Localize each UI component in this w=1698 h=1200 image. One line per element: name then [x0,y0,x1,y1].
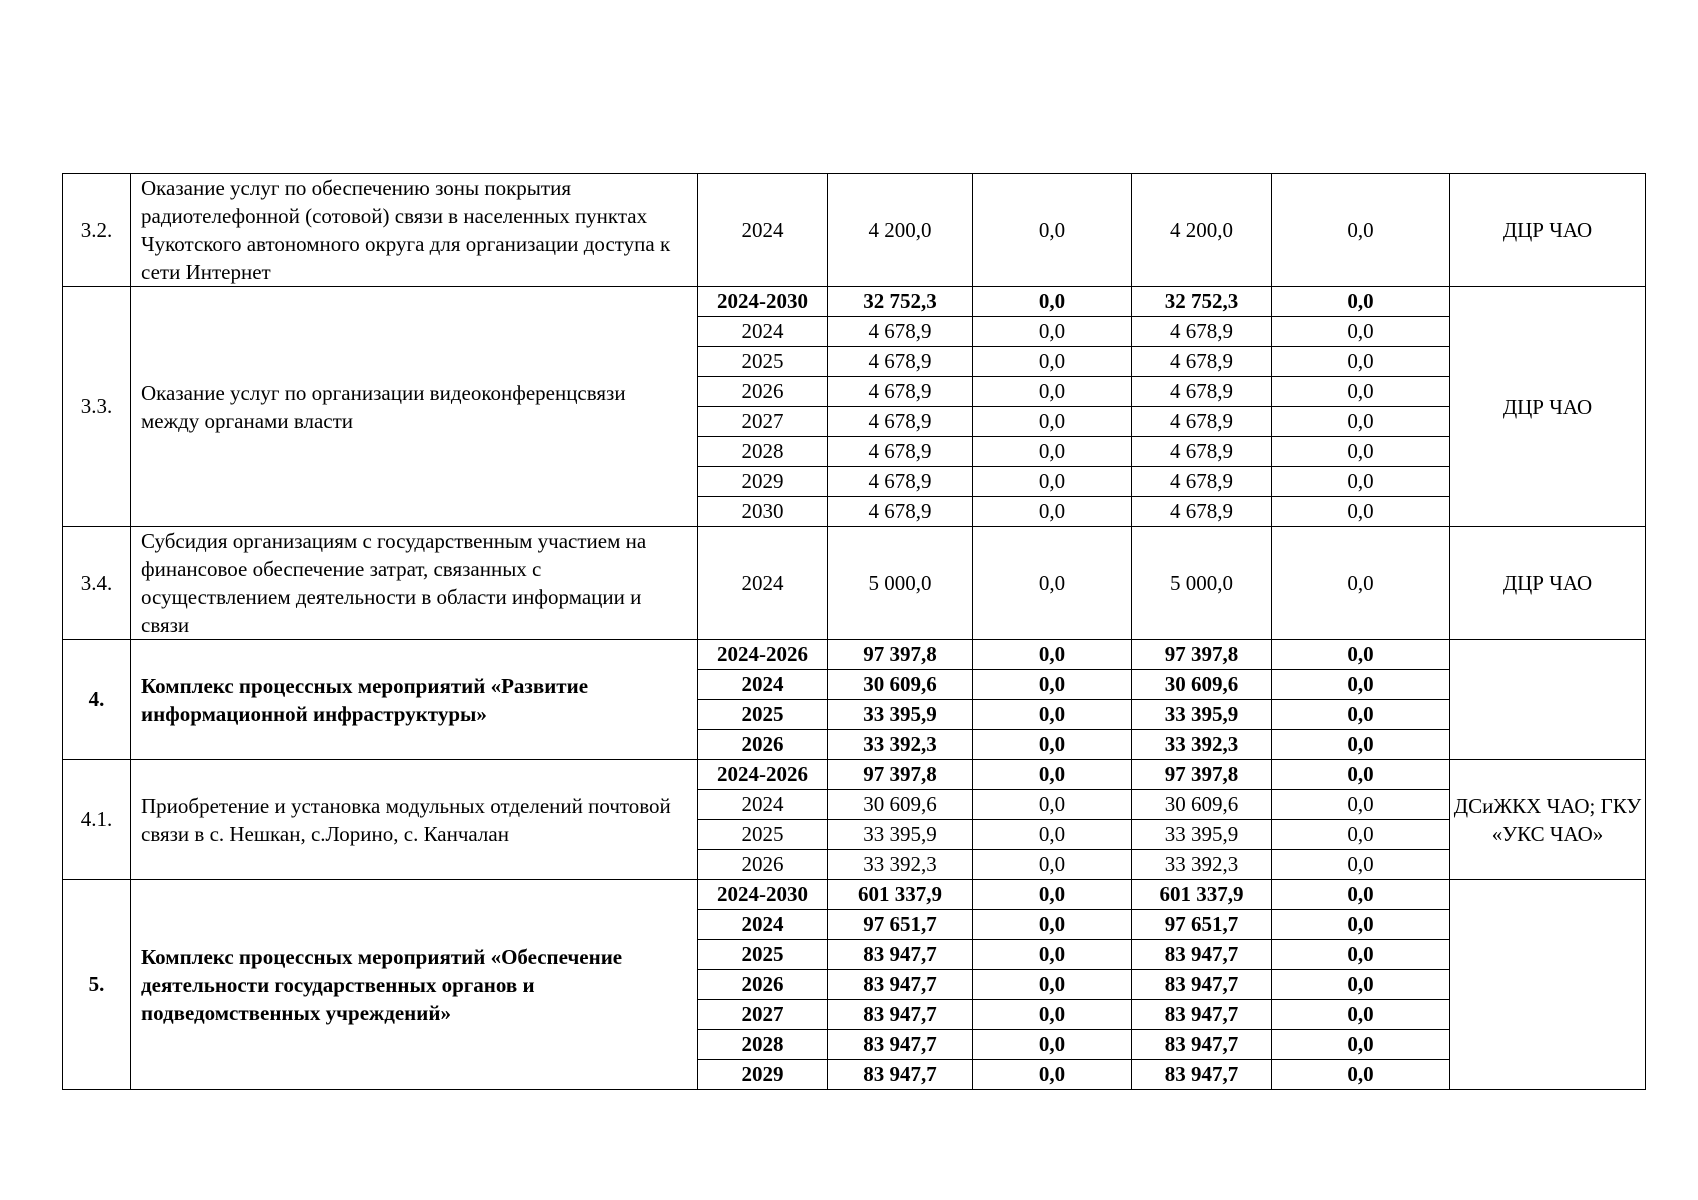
regional-budget-cell: 4 200,0 [1132,174,1272,287]
federal-budget-cell: 0,0 [973,347,1132,377]
table-row [63,527,1646,640]
executor-cell [1450,880,1646,1090]
year-cell: 2025 [698,820,828,850]
federal-budget-cell: 0,0 [973,1060,1132,1090]
other-sources-cell: 0,0 [1272,670,1450,700]
total-cell: 4 678,9 [828,467,973,497]
year-cell: 2027 [698,407,828,437]
year-cell: 2026 [698,730,828,760]
item-name-cell: Оказание услуг по организации видеоконференцсвязи между органами власти [131,287,698,527]
federal-budget-cell: 0,0 [973,730,1132,760]
other-sources-cell: 0,0 [1272,437,1450,467]
regional-budget-cell: 97 651,7 [1132,910,1272,940]
year-cell: 2030 [698,497,828,527]
year-cell: 2026 [698,377,828,407]
other-sources-cell: 0,0 [1272,467,1450,497]
federal-budget-cell: 0,0 [973,970,1132,1000]
executor-cell [1450,640,1646,760]
regional-budget-cell: 601 337,9 [1132,880,1272,910]
year-cell: 2024 [698,670,828,700]
regional-budget-cell: 30 609,6 [1132,670,1272,700]
regional-budget-cell: 4 678,9 [1132,407,1272,437]
total-cell: 4 678,9 [828,317,973,347]
other-sources-cell: 0,0 [1272,1060,1450,1090]
year-cell: 2025 [698,700,828,730]
regional-budget-cell: 4 678,9 [1132,347,1272,377]
executor-cell: ДСиЖКХ ЧАО; ГКУ «УКС ЧАО» [1450,760,1646,880]
regional-budget-cell: 4 678,9 [1132,497,1272,527]
executor-cell: ДЦР ЧАО [1450,527,1646,640]
other-sources-cell: 0,0 [1272,850,1450,880]
other-sources-cell: 0,0 [1272,880,1450,910]
total-cell: 33 392,3 [828,850,973,880]
federal-budget-cell: 0,0 [973,437,1132,467]
total-cell: 4 200,0 [828,174,973,287]
federal-budget-cell: 0,0 [973,850,1132,880]
total-cell: 83 947,7 [828,940,973,970]
total-cell: 4 678,9 [828,437,973,467]
budget-table-body [63,174,1646,1090]
regional-budget-cell: 4 678,9 [1132,467,1272,497]
other-sources-cell: 0,0 [1272,174,1450,287]
executor-cell: ДЦР ЧАО [1450,174,1646,287]
total-cell: 83 947,7 [828,1030,973,1060]
executor-cell: ДЦР ЧАО [1450,287,1646,527]
federal-budget-cell: 0,0 [973,880,1132,910]
item-name-cell: Субсидия организациям с государственным участием на финансовое обеспечение затрат, связанных с осуществлением деятельности в области информации и связи [131,527,698,640]
table-row [63,174,1646,287]
regional-budget-cell: 4 678,9 [1132,377,1272,407]
federal-budget-cell: 0,0 [973,174,1132,287]
total-cell: 4 678,9 [828,347,973,377]
total-cell: 33 395,9 [828,820,973,850]
total-cell: 30 609,6 [828,670,973,700]
regional-budget-cell: 33 395,9 [1132,820,1272,850]
regional-budget-cell: 83 947,7 [1132,970,1272,1000]
table-row [63,880,1646,910]
year-cell: 2026 [698,850,828,880]
federal-budget-cell: 0,0 [973,317,1132,347]
total-cell: 97 397,8 [828,760,973,790]
item-number-cell: 3.3. [63,287,131,527]
item-number-cell: 4. [63,640,131,760]
other-sources-cell: 0,0 [1272,940,1450,970]
total-cell: 97 397,8 [828,640,973,670]
total-cell: 5 000,0 [828,527,973,640]
total-cell: 33 392,3 [828,730,973,760]
other-sources-cell: 0,0 [1272,527,1450,640]
table-row [63,287,1646,317]
other-sources-cell: 0,0 [1272,1030,1450,1060]
other-sources-cell: 0,0 [1272,640,1450,670]
federal-budget-cell: 0,0 [973,760,1132,790]
federal-budget-cell: 0,0 [973,910,1132,940]
total-cell: 32 752,3 [828,287,973,317]
other-sources-cell: 0,0 [1272,820,1450,850]
year-cell: 2025 [698,347,828,377]
total-cell: 97 651,7 [828,910,973,940]
regional-budget-cell: 33 392,3 [1132,850,1272,880]
regional-budget-cell: 33 392,3 [1132,730,1272,760]
regional-budget-cell: 32 752,3 [1132,287,1272,317]
year-cell: 2024-2026 [698,640,828,670]
item-number-cell: 5. [63,880,131,1090]
regional-budget-cell: 83 947,7 [1132,1030,1272,1060]
other-sources-cell: 0,0 [1272,497,1450,527]
regional-budget-cell: 30 609,6 [1132,790,1272,820]
year-cell: 2024 [698,317,828,347]
federal-budget-cell: 0,0 [973,820,1132,850]
item-number-cell: 4.1. [63,760,131,880]
total-cell: 83 947,7 [828,1000,973,1030]
year-cell: 2025 [698,940,828,970]
total-cell: 4 678,9 [828,407,973,437]
other-sources-cell: 0,0 [1272,760,1450,790]
year-cell: 2029 [698,1060,828,1090]
federal-budget-cell: 0,0 [973,700,1132,730]
other-sources-cell: 0,0 [1272,910,1450,940]
federal-budget-cell: 0,0 [973,790,1132,820]
year-cell: 2024-2030 [698,880,828,910]
federal-budget-cell: 0,0 [973,377,1132,407]
other-sources-cell: 0,0 [1272,790,1450,820]
regional-budget-cell: 83 947,7 [1132,940,1272,970]
total-cell: 83 947,7 [828,1060,973,1090]
other-sources-cell: 0,0 [1272,317,1450,347]
regional-budget-cell: 97 397,8 [1132,640,1272,670]
year-cell: 2024 [698,174,828,287]
item-name-cell: Приобретение и установка модульных отделений почтовой связи в с. Нешкан, с.Лорино, с. Канчалан [131,760,698,880]
total-cell: 83 947,7 [828,970,973,1000]
federal-budget-cell: 0,0 [973,670,1132,700]
regional-budget-cell: 83 947,7 [1132,1000,1272,1030]
federal-budget-cell: 0,0 [973,497,1132,527]
regional-budget-cell: 83 947,7 [1132,1060,1272,1090]
total-cell: 30 609,6 [828,790,973,820]
year-cell: 2029 [698,467,828,497]
regional-budget-cell: 4 678,9 [1132,317,1272,347]
item-name-cell: Оказание услуг по обеспечению зоны покрытия радиотелефонной (сотовой) связи в населенных пунктах Чукотского автономного округа для организации доступа к сети Интернет [131,174,698,287]
total-cell: 601 337,9 [828,880,973,910]
item-number-cell: 3.4. [63,527,131,640]
other-sources-cell: 0,0 [1272,970,1450,1000]
federal-budget-cell: 0,0 [973,287,1132,317]
year-cell: 2028 [698,437,828,467]
regional-budget-cell: 5 000,0 [1132,527,1272,640]
table-row [63,760,1646,790]
year-cell: 2024-2030 [698,287,828,317]
year-cell: 2024-2026 [698,760,828,790]
other-sources-cell: 0,0 [1272,1000,1450,1030]
federal-budget-cell: 0,0 [973,640,1132,670]
federal-budget-cell: 0,0 [973,940,1132,970]
federal-budget-cell: 0,0 [973,1030,1132,1060]
federal-budget-cell: 0,0 [973,1000,1132,1030]
federal-budget-cell: 0,0 [973,527,1132,640]
year-cell: 2027 [698,1000,828,1030]
regional-budget-cell: 97 397,8 [1132,760,1272,790]
federal-budget-cell: 0,0 [973,407,1132,437]
regional-budget-cell: 4 678,9 [1132,437,1272,467]
other-sources-cell: 0,0 [1272,347,1450,377]
other-sources-cell: 0,0 [1272,700,1450,730]
other-sources-cell: 0,0 [1272,287,1450,317]
total-cell: 33 395,9 [828,700,973,730]
item-number-cell: 3.2. [63,174,131,287]
year-cell: 2024 [698,790,828,820]
other-sources-cell: 0,0 [1272,407,1450,437]
table-row [63,640,1646,670]
budget-table [62,173,1646,1090]
federal-budget-cell: 0,0 [973,467,1132,497]
item-name-cell: Комплекс процессных мероприятий «Обеспечение деятельности государственных органов и подведомственных учреждений» [131,880,698,1090]
year-cell: 2026 [698,970,828,1000]
year-cell: 2028 [698,1030,828,1060]
year-cell: 2024 [698,527,828,640]
regional-budget-cell: 33 395,9 [1132,700,1272,730]
total-cell: 4 678,9 [828,377,973,407]
other-sources-cell: 0,0 [1272,377,1450,407]
year-cell: 2024 [698,910,828,940]
other-sources-cell: 0,0 [1272,730,1450,760]
item-name-cell: Комплекс процессных мероприятий «Развитие информационной инфраструктуры» [131,640,698,760]
total-cell: 4 678,9 [828,497,973,527]
